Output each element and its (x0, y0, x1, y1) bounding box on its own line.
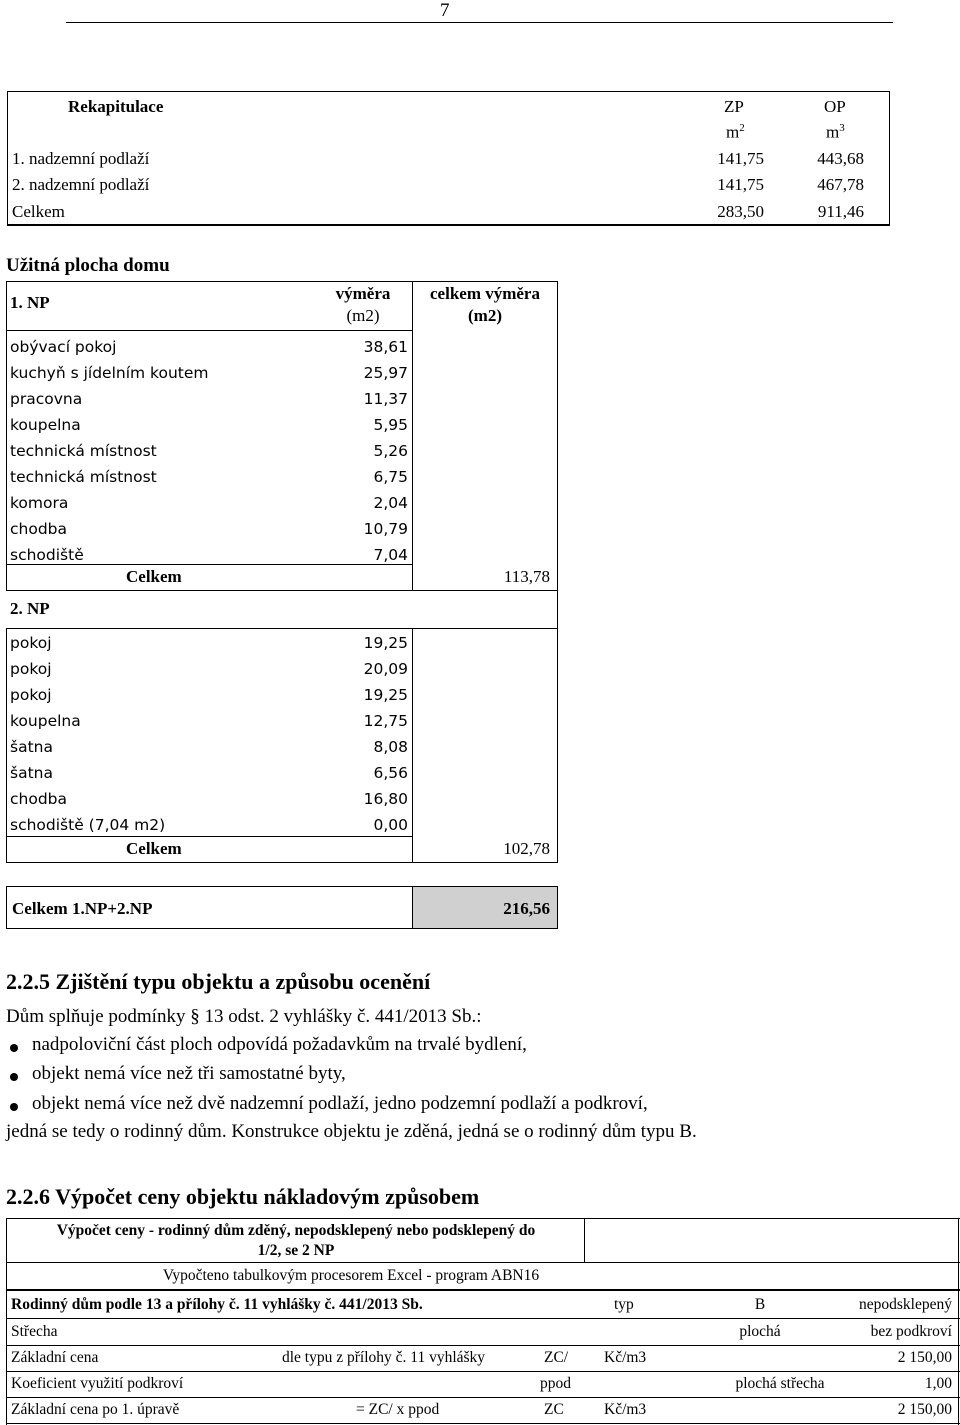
col-area-unit: (m2) (346, 306, 380, 325)
price-table-subtitle: Vypočteno tabulkovým procesorem Excel - program ABN16 (162, 1267, 540, 1284)
room-value: 38,61 (363, 338, 408, 356)
room-value: 5,95 (373, 416, 408, 434)
price-row-d: Kč/m3 (604, 1401, 647, 1418)
price-row-d: Kč/m3 (604, 1349, 647, 1366)
price-row-label: Základní cena po 1. úpravě (11, 1401, 180, 1418)
room-value: 10,79 (363, 520, 408, 538)
room-value: 19,25 (363, 634, 408, 652)
np1-total-label: Celkem (126, 567, 182, 586)
recap-row-label: 1. nadzemní podlaží (12, 149, 150, 168)
price-row-e: bez podkroví (870, 1323, 952, 1340)
recap-row-op: 443,68 (817, 149, 864, 168)
price-row-label: Základní cena (11, 1349, 99, 1366)
price-row-label: Koeficient využití podkroví (11, 1375, 184, 1392)
room-label: šatna (10, 738, 53, 756)
recap-row-zp: 141,75 (717, 149, 764, 168)
bullet-item: objekt nemá více než dvě nadzemní podlaží, jedno podzemní podlaží a podkroví, (32, 1093, 648, 1114)
price-row-label: Rodinný dům podle 13 a přílohy č. 11 vyhlášky č. 441/2013 Sb. (11, 1296, 423, 1313)
bullet-icon (10, 1044, 18, 1052)
recap-total-label: Celkem (12, 202, 65, 221)
room-label: pokoj (10, 634, 52, 652)
recap-unit-zp: $m^2$ (726, 122, 745, 142)
room-label: schodiště (7,04 m2) (10, 816, 166, 834)
room-label: pokoj (10, 686, 52, 704)
recap-row-label: 2. nadzemní podlaží (12, 175, 150, 194)
grand-total-value: 216,56 (503, 899, 550, 918)
price-table-title-2: 1/2, se 2 NP (257, 1242, 335, 1259)
np1-label: 1. NP (10, 293, 50, 312)
header-rule (66, 22, 893, 23)
price-row-e: 2 150,00 (897, 1349, 952, 1366)
price-row-c: ZC/ (544, 1349, 569, 1366)
page-number: 7 (440, 0, 450, 21)
room-value: 25,97 (363, 364, 408, 382)
recap-total-zp: 283,50 (717, 202, 764, 221)
col-total-header: celkem výměra (430, 284, 540, 303)
room-label: obývací pokoj (10, 338, 117, 356)
recap-total-op: 911,46 (817, 202, 864, 221)
room-label: pracovna (10, 390, 83, 408)
np2-total-label: Celkem (126, 839, 182, 858)
room-value: 2,04 (373, 494, 408, 512)
np2-values (300, 630, 408, 838)
section-225-heading: 2.2.5 Zjištění typu objektu a způsobu ocenění (6, 969, 431, 994)
room-value: 5,26 (373, 442, 408, 460)
room-label: šatna (10, 764, 53, 782)
grand-total-label: Celkem 1.NP+2.NP (12, 899, 153, 918)
price-row-d: plochá (739, 1323, 781, 1340)
room-value: 11,37 (363, 390, 408, 408)
room-value: 7,04 (373, 546, 408, 564)
room-value: 12,75 (363, 712, 408, 730)
room-label: schodiště (10, 546, 84, 564)
room-value: 8,08 (373, 738, 408, 756)
room-value: 20,09 (363, 660, 408, 678)
recap-row-op: 467,78 (817, 175, 864, 194)
room-label: technická místnost (10, 442, 157, 460)
room-label: kuchyň s jídelním koutem (10, 364, 209, 382)
np2-total-value: 102,78 (503, 839, 550, 858)
price-row-c: ppod (540, 1375, 571, 1392)
np1-values (300, 334, 408, 568)
section-225-intro: Dům splňuje podmínky § 13 odst. 2 vyhlášky č. 441/2013 Sb.: (6, 1006, 482, 1027)
bullet-icon (10, 1073, 18, 1081)
room-label: koupelna (10, 712, 81, 730)
col-area-header: výměra (335, 284, 391, 303)
bullet-item: nadpoloviční část ploch odpovídá požadavkům na trvalé bydlení, (32, 1034, 527, 1055)
np1-labels (10, 334, 209, 568)
room-label: komora (10, 494, 69, 512)
section-226-heading: 2.2.6 Výpočet ceny objektu nákladovým způsobem (6, 1184, 480, 1209)
recap-title: Rekapitulace (68, 97, 164, 116)
price-row-e: 2 150,00 (897, 1401, 952, 1418)
room-value: 0,00 (373, 816, 408, 834)
room-label: koupelna (10, 416, 81, 434)
price-row-b: = ZC/ x ppod (356, 1401, 440, 1418)
bullet-item: objekt nemá více než tři samostatné byty, (32, 1063, 346, 1084)
room-value: 19,25 (363, 686, 408, 704)
room-label: technická místnost (10, 468, 157, 486)
price-row-e: nepodsklepený (859, 1296, 952, 1313)
room-label: pokoj (10, 660, 52, 678)
col-total-unit: (m2) (468, 306, 502, 325)
np2-labels (10, 630, 165, 838)
price-row-c: typ (614, 1296, 634, 1313)
price-row-d: B (754, 1296, 766, 1313)
room-value: 6,56 (373, 764, 408, 782)
room-label: chodba (10, 520, 68, 538)
price-row-label: Střecha (11, 1323, 58, 1340)
price-row-b: dle typu z přílohy č. 11 vyhlášky (282, 1349, 486, 1366)
recap-col-zp: ZP (724, 97, 744, 116)
price-table-title: Výpočet ceny - rodinný dům zděný, nepodsklepený nebo podsklepený do (56, 1222, 536, 1239)
room-value: 16,80 (363, 790, 408, 808)
np1-total-value: 113,78 (503, 567, 550, 586)
recap-row-zp: 141,75 (717, 175, 764, 194)
room-value: 6,75 (373, 468, 408, 486)
price-row-e: 1,00 (924, 1375, 952, 1392)
recap-col-op: OP (824, 97, 846, 116)
price-row-c: ZC (544, 1401, 564, 1418)
price-row-d: plochá střecha (735, 1375, 825, 1392)
bullet-icon (10, 1103, 18, 1111)
room-label: chodba (10, 790, 68, 808)
recap-unit-op: $m^3$ (826, 122, 845, 142)
section-225-conclusion: jedná se tedy o rodinný dům. Konstrukce objektu je zděná, jedná se o rodinný dům typu B. (6, 1121, 697, 1142)
usable-title: Užitná plocha domu (6, 255, 170, 276)
np2-label: 2. NP (10, 599, 50, 618)
